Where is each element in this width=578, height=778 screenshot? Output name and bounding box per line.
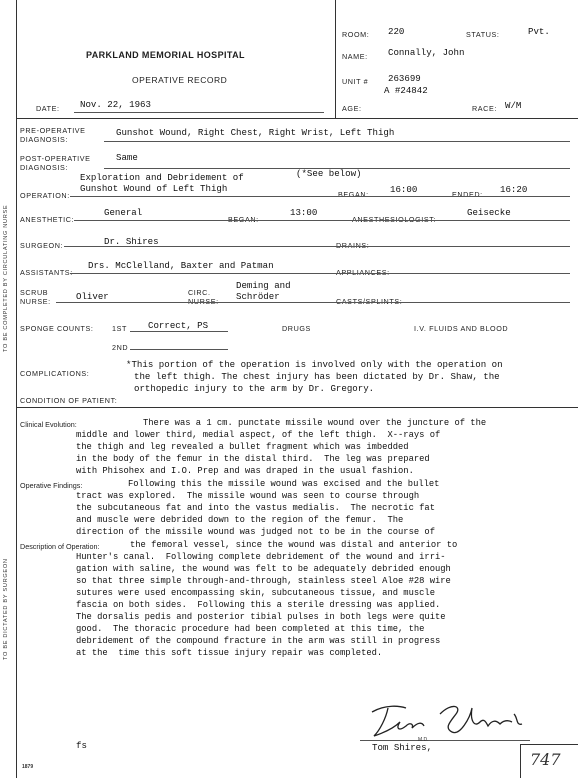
narrative-line: Hunter's canal. Following complete debridement of the wound and irri- bbox=[76, 552, 446, 562]
narrative-line: the thigh and leg revealed a bullet fragment which was imbedded bbox=[76, 442, 409, 452]
narrative-line: so that three simple through-and-through, stainless steel Aloe #28 wire bbox=[76, 576, 451, 586]
header-bottom-line bbox=[16, 118, 578, 119]
age-label: AGE: bbox=[342, 104, 362, 113]
circ-nurse-value-1: Deming and bbox=[236, 280, 291, 291]
nurses-underline bbox=[56, 302, 570, 303]
narrative-line: direction of the missile wound was judged not to be in the course of bbox=[76, 527, 435, 537]
sponge-second-label: 2ND bbox=[112, 343, 129, 352]
drugs-label: DRUGS bbox=[282, 324, 311, 333]
surgeon-margin-label: TO BE DICTATED BY SURGEON bbox=[3, 558, 9, 660]
narrative-line: fascia on both sides. Following this a sterile dressing was applied. bbox=[76, 600, 441, 610]
postop-diagnosis-value: Same bbox=[116, 152, 138, 163]
ended-label: ENDED: bbox=[452, 190, 483, 199]
operation-value-1: Exploration and Debridement of bbox=[80, 172, 244, 183]
surgeon-label: SURGEON: bbox=[20, 241, 64, 250]
preop-label-1: PRE-OPERATIVE bbox=[20, 126, 86, 135]
narrative-line: The dorsalis pedis and posterior tibial pulses in both legs were quite bbox=[76, 612, 446, 622]
unit-label: UNIT # bbox=[342, 77, 369, 86]
began-label: BEGAN: bbox=[338, 190, 369, 199]
page-number-box-left bbox=[520, 744, 521, 778]
anesthetic-began-label: BEGAN: bbox=[228, 215, 259, 224]
circ-label-2: NURSE: bbox=[188, 297, 219, 306]
scrub-nurse-value: Oliver bbox=[76, 291, 109, 302]
date-label: DATE: bbox=[36, 104, 60, 113]
operation-label: OPERATION: bbox=[20, 191, 70, 200]
name-value: Connally, John bbox=[388, 47, 465, 58]
anesthetic-value: General bbox=[104, 207, 143, 218]
form-number: 1879 bbox=[22, 764, 34, 770]
anesthetic-began-value: 13:00 bbox=[290, 207, 318, 218]
postop-label-1: POST-OPERATIVE bbox=[20, 154, 91, 163]
unit-value: 263699 bbox=[388, 73, 421, 84]
race-label: RACE: bbox=[472, 104, 497, 113]
unit-value-secondary: A #24842 bbox=[384, 85, 428, 96]
iv-fluids-label: I.V. FLUIDS AND BLOOD bbox=[414, 324, 509, 333]
anesthesiologist-label: ANESTHESIOLOGIST: bbox=[352, 215, 437, 224]
md-mark: M.D. bbox=[418, 737, 429, 743]
sponge-first-underline bbox=[130, 331, 228, 332]
name-label: NAME: bbox=[342, 52, 368, 61]
sponge-first-value: Correct, PS bbox=[148, 320, 209, 331]
status-value: Pvt. bbox=[528, 26, 550, 37]
narrative-line: the subcutaneous fat and into the vastus medialis. The necrotic fat bbox=[76, 503, 435, 513]
drains-label: DRAINS: bbox=[336, 241, 370, 250]
description-of-operation-label: Description of Operation: bbox=[20, 542, 100, 551]
narrative-line: with Phisohex and I.O. Prep and was draped in the usual fashion. bbox=[76, 466, 414, 476]
narrative-line: sutures were used encompassing skin, subcutaneous tissue, and muscle bbox=[76, 588, 435, 598]
date-underline bbox=[74, 112, 324, 113]
sponge-counts-label: SPONGE COUNTS: bbox=[20, 324, 94, 333]
narrative-line: good. The thoracic procedure had been completed at this time, the bbox=[76, 624, 425, 634]
page-number-box-top bbox=[520, 744, 578, 745]
operation-note: (*See below) bbox=[296, 168, 362, 179]
operative-findings-label: Operative Findings: bbox=[20, 481, 83, 490]
surgeon-underline bbox=[64, 246, 570, 247]
circ-nurse-value-2: Schröder bbox=[236, 291, 280, 302]
assistants-value: Drs. McClelland, Baxter and Patman bbox=[88, 260, 274, 271]
appliances-label: APPLIANCES: bbox=[336, 268, 390, 277]
preop-underline bbox=[104, 141, 570, 142]
scrub-label-2: NURSE: bbox=[20, 297, 51, 306]
preop-diagnosis-value: Gunshot Wound, Right Chest, Right Wrist, Left Thigh bbox=[116, 127, 395, 138]
anesthesiologist-value: Geisecke bbox=[467, 207, 511, 218]
narrative-line: debridement of the compound fracture in the arm was still in progress bbox=[76, 636, 441, 646]
clinical-evolution-label: Clinical Evolution: bbox=[20, 420, 77, 429]
complications-line-3: orthopedic injury to the arm by Dr. Gregory. bbox=[134, 383, 375, 394]
surgeon-value: Dr. Shires bbox=[104, 236, 159, 247]
sponge-first-label: 1ST bbox=[112, 324, 127, 333]
room-value: 220 bbox=[388, 26, 405, 37]
operation-value-2: Gunshot Wound of Left Thigh bbox=[80, 183, 228, 194]
narrative-line: middle and lower third, medial aspect, of the left thigh. X--rays of bbox=[76, 430, 441, 440]
narrative-line: the femoral vessel, since the wound was distal and anterior to bbox=[130, 540, 458, 550]
complications-label: COMPLICATIONS: bbox=[20, 369, 90, 378]
hospital-name: PARKLAND MEMORIAL HOSPITAL bbox=[86, 50, 245, 60]
narrative-line: at the time this soft tissue injury repair was completed. bbox=[76, 648, 383, 658]
postop-label-2: DIAGNOSIS: bbox=[20, 163, 68, 172]
complications-line-1: *This portion of the operation is involved only with the operation on bbox=[126, 359, 503, 370]
assistants-label: ASSISTANTS: bbox=[20, 268, 73, 277]
typist-initials: fs bbox=[76, 740, 87, 751]
room-label: ROOM: bbox=[342, 30, 370, 39]
date-value: Nov. 22, 1963 bbox=[80, 99, 151, 110]
race-value: W/M bbox=[505, 100, 522, 111]
assistants-underline bbox=[70, 273, 570, 274]
signer-name: Tom Shires, bbox=[372, 742, 433, 753]
form-bottom-line bbox=[16, 407, 578, 408]
narrative-line: gation with saline, the wound was felt to be adequately debrided enough bbox=[76, 564, 451, 574]
signature-line bbox=[360, 740, 530, 741]
complications-line-2: the left thigh. The chest injury has been dictated by Dr. Shaw, the bbox=[134, 371, 500, 382]
record-type: OPERATIVE RECORD bbox=[132, 75, 228, 85]
surgeon-signature bbox=[366, 698, 526, 742]
operation-underline bbox=[70, 196, 570, 197]
sponge-second-underline bbox=[130, 349, 228, 350]
page-number: 747 bbox=[530, 750, 561, 769]
header-divider-vertical bbox=[335, 0, 336, 118]
casts-label: CASTS/SPLINTS: bbox=[336, 297, 403, 306]
narrative-line: tract was explored. The missile wound was seen to course through bbox=[76, 491, 420, 501]
left-margin-line bbox=[16, 0, 17, 778]
condition-label: CONDITION OF PATIENT: bbox=[20, 396, 118, 405]
ended-value: 16:20 bbox=[500, 184, 528, 195]
narrative-line: and muscle were debrided down to the region of the femur. The bbox=[76, 515, 404, 525]
anesthetic-label: ANESTHETIC: bbox=[20, 215, 75, 224]
narrative-line: Following this the missile wound was excised and the bullet bbox=[128, 479, 440, 489]
circ-label-1: CIRC. bbox=[188, 288, 211, 297]
scrub-label-1: SCRUB bbox=[20, 288, 49, 297]
circulating-nurse-margin-label: TO BE COMPLETED BY CIRCULATING NURSE bbox=[3, 204, 9, 352]
preop-label-2: DIAGNOSIS: bbox=[20, 135, 68, 144]
began-value: 16:00 bbox=[390, 184, 418, 195]
narrative-line: There was a 1 cm. punctate missile wound over the juncture of the bbox=[143, 418, 487, 428]
narrative-line: in the body of the femur in the distal third. The leg was prepared bbox=[76, 454, 430, 464]
status-label: STATUS: bbox=[466, 30, 500, 39]
anesthetic-underline bbox=[74, 220, 570, 221]
